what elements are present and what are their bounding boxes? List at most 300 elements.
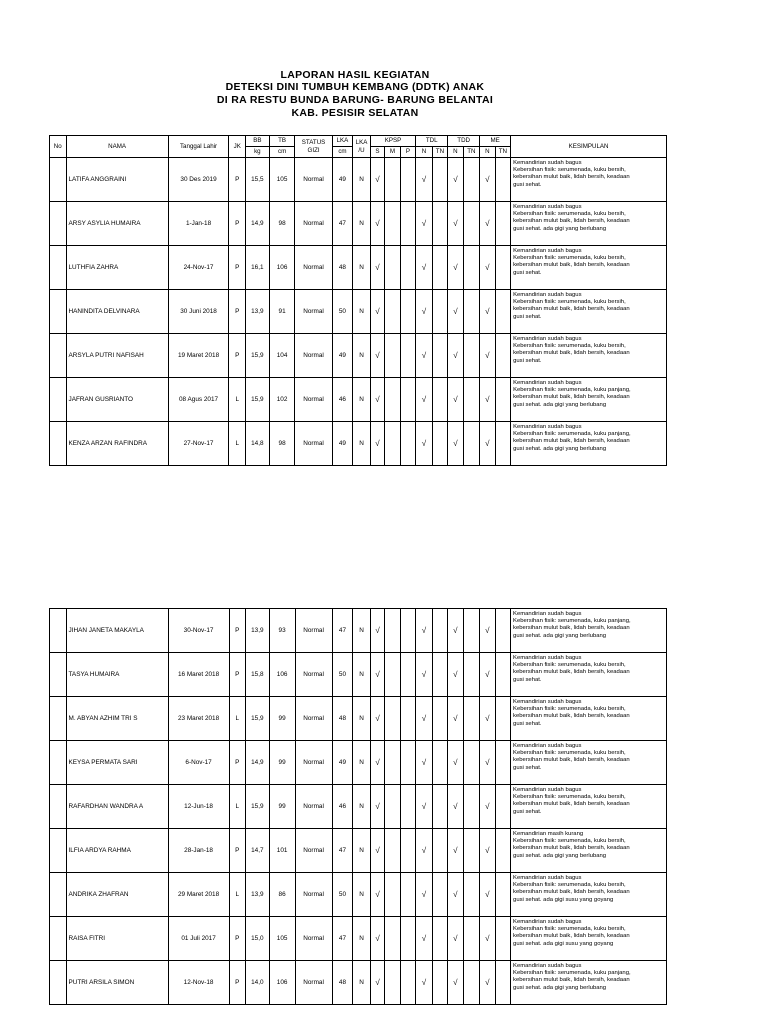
cell-status-gizi: Normal	[295, 741, 332, 785]
cell-kpsp-s	[370, 378, 384, 422]
cell-kpsp-m	[385, 334, 400, 378]
header-tdd-tn: TN	[463, 147, 480, 158]
cell-tb: 106	[269, 246, 295, 290]
header-no: No	[50, 136, 67, 158]
cell-tdl-n	[416, 917, 433, 961]
cell-lka-u: N	[353, 697, 371, 741]
cell-status-gizi: Normal	[295, 961, 332, 1005]
header-kesimpulan: KESIMPULAN	[511, 136, 667, 158]
header-lka: LKA	[332, 136, 353, 147]
kesimpulan-line: gusi sehat. ada gigi yang berlubang	[513, 984, 607, 991]
cell-me-tn	[495, 829, 510, 873]
cell-status-gizi: Normal	[295, 873, 332, 917]
header-tdl-n: N	[416, 147, 433, 158]
cell-tdl-n	[416, 697, 433, 741]
cell-jk: P	[229, 829, 246, 873]
cell-status-gizi: Normal	[295, 202, 332, 246]
check-mark-icon: √	[421, 713, 427, 723]
kesimpulan-line: Kemandirian sudah bagus	[513, 248, 582, 254]
check-mark-icon: √	[421, 350, 427, 360]
cell-bb: 13,9	[245, 290, 269, 334]
kesimpulan-line: gusi sehat.	[513, 764, 542, 771]
header-nama: NAMA	[66, 136, 168, 158]
cell-lka: 49	[332, 741, 353, 785]
cell-tdl-tn	[432, 422, 447, 466]
cell-kpsp-s	[370, 202, 384, 246]
cell-bb: 15,8	[246, 653, 270, 697]
cell-tdd-tn	[463, 246, 480, 290]
title-line: LAPORAN HASIL KEGIATAN	[280, 69, 430, 81]
check-mark-icon: √	[375, 757, 380, 767]
cell-me-tn	[495, 609, 510, 653]
cell-jk: P	[229, 158, 246, 202]
cell-tdd-n	[448, 158, 463, 202]
kesimpulan-line: Kebersihan fisik: serumenada, kuku bersih,	[513, 211, 626, 218]
header-tdl: TDL	[416, 136, 448, 147]
check-mark-icon: √	[485, 438, 490, 448]
kesimpulan-line: Kebersihan fisik: serumenada, kuku bersih,	[513, 882, 626, 889]
kesimpulan-line: kebersihan mulut baik, lidah bersih, keadaan	[513, 669, 630, 676]
cell-kesimpulan	[511, 246, 667, 290]
cell-nama: PUTRI ARSILA SIMON	[66, 961, 168, 1005]
cell-tb: 98	[269, 422, 295, 466]
table-row	[50, 158, 667, 202]
cell-tb: 102	[269, 378, 295, 422]
cell-tdl-tn	[432, 785, 447, 829]
cell-jk: L	[229, 422, 246, 466]
cell-no	[50, 246, 67, 290]
check-mark-icon: √	[375, 977, 380, 987]
cell-tdl-n	[416, 158, 433, 202]
cell-kpsp-s	[370, 785, 384, 829]
cell-no	[50, 290, 67, 334]
check-mark-icon: √	[421, 669, 427, 679]
check-mark-icon: √	[453, 889, 458, 899]
cell-me-n	[480, 246, 495, 290]
cell-me-n	[480, 873, 495, 917]
cell-kpsp-p	[400, 829, 415, 873]
cell-lka: 47	[332, 609, 353, 653]
check-mark-icon: √	[375, 889, 380, 899]
check-mark-icon: √	[485, 977, 490, 987]
table-row	[50, 246, 667, 290]
cell-status-gizi: Normal	[295, 158, 332, 202]
cell-jk: P	[229, 961, 246, 1005]
cell-tdl-n	[416, 829, 433, 873]
cell-me-tn	[495, 741, 510, 785]
check-mark-icon: √	[375, 625, 380, 635]
cell-lka: 46	[332, 378, 353, 422]
kesimpulan-line: gusi sehat. ada gigi susu yang goyang	[513, 896, 614, 903]
cell-no	[50, 829, 67, 873]
cell-tdd-tn	[463, 961, 480, 1005]
cell-kesimpulan	[511, 785, 667, 829]
cell-tdl-n	[416, 334, 433, 378]
cell-tb: 106	[269, 653, 295, 697]
cell-tdd-n	[448, 961, 463, 1005]
kesimpulan-line: Kemandirian sudah bagus	[513, 336, 582, 342]
cell-lka-u: N	[353, 290, 371, 334]
cell-tanggal-lahir: 30 Juni 2018	[168, 290, 229, 334]
cell-kpsp-p	[400, 961, 415, 1005]
cell-tdd-tn	[463, 202, 480, 246]
cell-tb: 105	[269, 917, 295, 961]
cell-tanggal-lahir: 24-Nov-17	[168, 246, 229, 290]
cell-tanggal-lahir: 19 Maret 2018	[168, 334, 229, 378]
cell-me-n	[480, 422, 495, 466]
kesimpulan-line: Kebersihan fisik: serumenada, kuku bersih,	[513, 750, 626, 757]
cell-nama: ANDRIKA ZHAFRAN	[66, 873, 168, 917]
cell-tdd-n	[448, 653, 463, 697]
cell-lka: 50	[332, 873, 353, 917]
cell-tanggal-lahir: 30-Nov-17	[168, 609, 229, 653]
cell-tdl-tn	[432, 246, 447, 290]
check-mark-icon: √	[453, 977, 458, 987]
cell-tb: 104	[269, 334, 295, 378]
cell-kpsp-m	[385, 246, 400, 290]
cell-bb: 13,9	[246, 609, 270, 653]
check-mark-icon: √	[485, 394, 490, 404]
cell-lka-u: N	[353, 334, 371, 378]
cell-lka-u: N	[353, 158, 371, 202]
cell-lka-u: N	[353, 961, 371, 1005]
cell-kpsp-p	[400, 741, 415, 785]
header-lka-unit: cm	[332, 147, 353, 158]
cell-tanggal-lahir: 12-Nov-18	[168, 961, 229, 1005]
header-tb: TB	[269, 136, 295, 147]
kesimpulan-line: Kebersihan fisik: serumenada, kuku bersih,	[513, 343, 626, 350]
kesimpulan-line: kebersihan mulut baik, lidah bersih, keadaan	[513, 625, 630, 632]
cell-tdd-n	[448, 202, 463, 246]
cell-lka: 50	[332, 653, 353, 697]
table-row	[50, 917, 667, 961]
kesimpulan-line: Kebersihan fisik: serumenada, kuku bersih,	[513, 299, 626, 306]
table-row	[50, 873, 667, 917]
cell-me-n	[480, 653, 495, 697]
table-row	[50, 653, 667, 697]
kesimpulan-line: gusi sehat.	[513, 676, 542, 683]
cell-kpsp-p	[400, 917, 415, 961]
check-mark-icon: √	[453, 669, 458, 679]
header-bb-unit: kg	[245, 147, 269, 158]
cell-kpsp-m	[385, 202, 400, 246]
kesimpulan-line: gusi sehat.	[513, 313, 542, 320]
cell-no	[50, 741, 67, 785]
kesimpulan-line: gusi sehat. ada gigi yang berlubang	[513, 632, 607, 639]
cell-tdl-n	[416, 290, 433, 334]
table-row	[50, 290, 667, 334]
cell-kpsp-s	[370, 158, 384, 202]
kesimpulan-line: kebersihan mulut baik, lidah bersih, keadaan	[513, 174, 630, 181]
cell-tanggal-lahir: 23 Maret 2018	[168, 697, 229, 741]
cell-lka-u: N	[353, 246, 371, 290]
table-row	[50, 609, 667, 653]
check-mark-icon: √	[421, 174, 427, 184]
cell-bb: 15,0	[246, 917, 270, 961]
check-mark-icon: √	[453, 218, 458, 228]
cell-lka: 47	[332, 202, 353, 246]
cell-jk: P	[229, 246, 246, 290]
kesimpulan-line: kebersihan mulut baik, lidah bersih, keadaan	[513, 306, 630, 313]
cell-tdd-n	[448, 290, 463, 334]
cell-kpsp-s	[370, 609, 384, 653]
cell-nama: ARSYLA PUTRI NAFISAH	[66, 334, 168, 378]
cell-lka-u: N	[353, 917, 371, 961]
cell-bb: 13,9	[246, 873, 270, 917]
check-mark-icon: √	[421, 933, 427, 943]
cell-me-tn	[495, 202, 510, 246]
check-mark-icon: √	[485, 669, 490, 679]
cell-status-gizi: Normal	[295, 290, 332, 334]
check-mark-icon: √	[485, 801, 490, 811]
header-me: ME	[480, 136, 511, 147]
check-mark-icon: √	[485, 889, 490, 899]
check-mark-icon: √	[421, 394, 427, 404]
cell-me-tn	[495, 334, 510, 378]
cell-tdl-tn	[432, 609, 447, 653]
kesimpulan-line: Kemandirian sudah bagus	[513, 699, 582, 705]
table-row	[50, 697, 667, 741]
cell-kpsp-p	[400, 653, 415, 697]
check-mark-icon: √	[375, 438, 380, 448]
check-mark-icon: √	[453, 757, 458, 767]
cell-jk: P	[229, 917, 246, 961]
cell-me-tn	[495, 422, 510, 466]
cell-tdl-tn	[432, 829, 447, 873]
cell-me-tn	[495, 961, 510, 1005]
cell-lka: 49	[332, 422, 353, 466]
check-mark-icon: √	[453, 174, 458, 184]
cell-me-tn	[495, 873, 510, 917]
cell-kpsp-m	[385, 653, 400, 697]
cell-tb: 99	[269, 697, 295, 741]
cell-status-gizi: Normal	[295, 609, 332, 653]
cell-jk: P	[229, 202, 246, 246]
kesimpulan-line: kebersihan mulut baik, lidah bersih, keadaan	[513, 933, 630, 940]
cell-me-tn	[495, 246, 510, 290]
cell-kpsp-s	[370, 917, 384, 961]
header-tb-unit: cm	[269, 147, 295, 158]
kesimpulan-line: Kebersihan fisik: serumenada, kuku bersih,	[513, 838, 626, 845]
table-row	[50, 785, 667, 829]
cell-kpsp-m	[385, 697, 400, 741]
table-row	[50, 961, 667, 1005]
cell-kpsp-m	[385, 873, 400, 917]
cell-tdd-n	[448, 873, 463, 917]
cell-tdl-n	[416, 653, 433, 697]
check-mark-icon: √	[375, 262, 380, 272]
cell-tb: 106	[269, 961, 295, 1005]
cell-no	[50, 961, 67, 1005]
check-mark-icon: √	[375, 669, 380, 679]
cell-me-tn	[495, 378, 510, 422]
check-mark-icon: √	[485, 757, 490, 767]
cell-status-gizi: Normal	[295, 246, 332, 290]
cell-nama: JIHAN JANETA MAKAYLA	[66, 609, 168, 653]
cell-bb: 14,7	[246, 829, 270, 873]
title-line: KAB. PESISIR SELATAN	[291, 107, 419, 119]
cell-tdd-n	[448, 246, 463, 290]
cell-tb: 105	[269, 158, 295, 202]
cell-lka: 49	[332, 334, 353, 378]
cell-status-gizi: Normal	[295, 917, 332, 961]
table-row	[50, 741, 667, 785]
header-me-tn: TN	[495, 147, 510, 158]
kesimpulan-line: Kemandirian sudah bagus	[513, 611, 582, 617]
kesimpulan-line: Kemandirian masih kurang	[513, 831, 584, 837]
table-row	[50, 202, 667, 246]
kesimpulan-line: Kemandirian sudah bagus	[513, 380, 582, 386]
cell-tdl-n	[416, 609, 433, 653]
cell-tanggal-lahir: 16 Maret 2018	[168, 653, 229, 697]
cell-tdl-n	[416, 202, 433, 246]
cell-bb: 14,9	[246, 741, 270, 785]
cell-no	[50, 653, 67, 697]
check-mark-icon: √	[375, 218, 380, 228]
cell-tdl-tn	[432, 917, 447, 961]
cell-tdd-tn	[463, 829, 480, 873]
cell-tdl-n	[416, 785, 433, 829]
header-tdl-tn: TN	[432, 147, 447, 158]
cell-kpsp-m	[385, 609, 400, 653]
cell-kpsp-p	[400, 378, 416, 422]
cell-status-gizi: Normal	[295, 422, 332, 466]
cell-no	[50, 378, 67, 422]
check-mark-icon: √	[485, 933, 490, 943]
cell-me-tn	[495, 290, 510, 334]
cell-no	[50, 785, 67, 829]
cell-tdd-n	[448, 334, 463, 378]
cell-bb: 15,9	[246, 697, 270, 741]
kesimpulan-line: gusi sehat. ada gigi yang berlubang	[513, 225, 607, 232]
cell-tanggal-lahir: 29 Maret 2018	[168, 873, 229, 917]
check-mark-icon: √	[375, 350, 380, 360]
kesimpulan-line: kebersihan mulut baik, lidah bersih, keadaan	[513, 438, 630, 445]
cell-jk: L	[229, 378, 246, 422]
check-mark-icon: √	[485, 306, 490, 316]
cell-status-gizi: Normal	[295, 653, 332, 697]
cell-jk: L	[229, 785, 246, 829]
cell-kpsp-p	[400, 246, 416, 290]
cell-kpsp-p	[400, 697, 415, 741]
cell-tanggal-lahir: 30 Des 2019	[168, 158, 229, 202]
kesimpulan-line: Kebersihan fisik: serumenada, kuku bersih,	[513, 794, 626, 801]
cell-kpsp-p	[400, 290, 416, 334]
header-me-n: N	[480, 147, 495, 158]
check-mark-icon: √	[421, 218, 427, 228]
cell-kpsp-s	[370, 829, 384, 873]
cell-kpsp-s	[370, 246, 384, 290]
kesimpulan-line: Kebersihan fisik: serumenada, kuku panjang,	[513, 387, 631, 394]
check-mark-icon: √	[485, 174, 490, 184]
header-kpsp: KPSP	[370, 136, 415, 147]
cell-lka-u: N	[353, 378, 371, 422]
kesimpulan-line: kebersihan mulut baik, lidah bersih, keadaan	[513, 757, 630, 764]
header-status-gizi: STATUS GIZI	[295, 136, 332, 158]
table-row	[50, 334, 667, 378]
cell-tdl-tn	[432, 202, 447, 246]
cell-lka: 48	[332, 246, 353, 290]
cell-tdd-tn	[463, 653, 480, 697]
cell-me-n	[480, 741, 495, 785]
cell-tdl-n	[416, 741, 433, 785]
cell-tb: 99	[269, 741, 295, 785]
check-mark-icon: √	[453, 262, 458, 272]
cell-kesimpulan	[511, 829, 667, 873]
cell-me-n	[480, 785, 495, 829]
cell-kesimpulan	[511, 653, 667, 697]
cell-lka-u: N	[353, 873, 371, 917]
cell-no	[50, 202, 67, 246]
kesimpulan-line: Kemandirian sudah bagus	[513, 655, 582, 661]
cell-tdd-tn	[463, 873, 480, 917]
cell-me-n	[480, 829, 495, 873]
cell-tanggal-lahir: 27-Nov-17	[168, 422, 229, 466]
cell-lka: 48	[332, 961, 353, 1005]
cell-tdd-tn	[463, 290, 480, 334]
cell-me-n	[480, 697, 495, 741]
check-mark-icon: √	[375, 306, 380, 316]
kesimpulan-line: kebersihan mulut baik, lidah bersih, keadaan	[513, 262, 630, 269]
cell-kesimpulan	[511, 961, 667, 1005]
kesimpulan-line: Kebersihan fisik: serumenada, kuku panjang,	[513, 618, 631, 625]
check-mark-icon: √	[421, 757, 427, 767]
header-tdd-n: N	[448, 147, 463, 158]
kesimpulan-line: gusi sehat.	[513, 357, 542, 364]
table-row	[50, 829, 667, 873]
cell-lka-u: N	[353, 609, 371, 653]
kesimpulan-line: kebersihan mulut baik, lidah bersih, keadaan	[513, 394, 630, 401]
cell-tdd-n	[448, 378, 463, 422]
kesimpulan-line: Kebersihan fisik: serumenada, kuku panjang,	[513, 970, 631, 977]
cell-nama: RAFARDHAN WANDRA A	[66, 785, 168, 829]
cell-tdd-n	[448, 609, 463, 653]
cell-nama: JAFRAN GUSRIANTO	[66, 378, 168, 422]
cell-tanggal-lahir: 08 Agus 2017	[168, 378, 229, 422]
cell-kpsp-m	[385, 422, 400, 466]
cell-lka: 47	[332, 917, 353, 961]
kesimpulan-line: Kebersihan fisik: serumenada, kuku bersih,	[513, 706, 626, 713]
cell-lka: 49	[332, 158, 353, 202]
cell-kpsp-p	[400, 873, 415, 917]
cell-tdd-tn	[463, 697, 480, 741]
kesimpulan-line: kebersihan mulut baik, lidah bersih, keadaan	[513, 889, 630, 896]
cell-nama: RAISA FITRI	[66, 917, 168, 961]
cell-tdl-tn	[432, 653, 447, 697]
table-row	[50, 378, 667, 422]
kesimpulan-line: kebersihan mulut baik, lidah bersih, keadaan	[513, 713, 630, 720]
cell-kpsp-m	[385, 785, 400, 829]
cell-tdd-n	[448, 917, 463, 961]
cell-no	[50, 422, 67, 466]
kesimpulan-line: kebersihan mulut baik, lidah bersih, keadaan	[513, 977, 630, 984]
cell-lka: 48	[332, 697, 353, 741]
cell-kesimpulan	[511, 609, 667, 653]
cell-tdd-tn	[463, 917, 480, 961]
header-tanggal-lahir: Tanggal Lahir	[168, 136, 229, 158]
cell-lka: 46	[332, 785, 353, 829]
cell-tdd-tn	[463, 378, 480, 422]
cell-tb: 99	[269, 785, 295, 829]
cell-lka-u: N	[353, 741, 371, 785]
kesimpulan-line: gusi sehat.	[513, 269, 542, 276]
check-mark-icon: √	[375, 713, 380, 723]
cell-nama: LUTHFIA ZAHRA	[66, 246, 168, 290]
cell-nama: KEYSA PERMATA SARI	[66, 741, 168, 785]
cell-tdl-tn	[432, 158, 447, 202]
cell-bb: 16,1	[245, 246, 269, 290]
check-mark-icon: √	[485, 625, 490, 635]
